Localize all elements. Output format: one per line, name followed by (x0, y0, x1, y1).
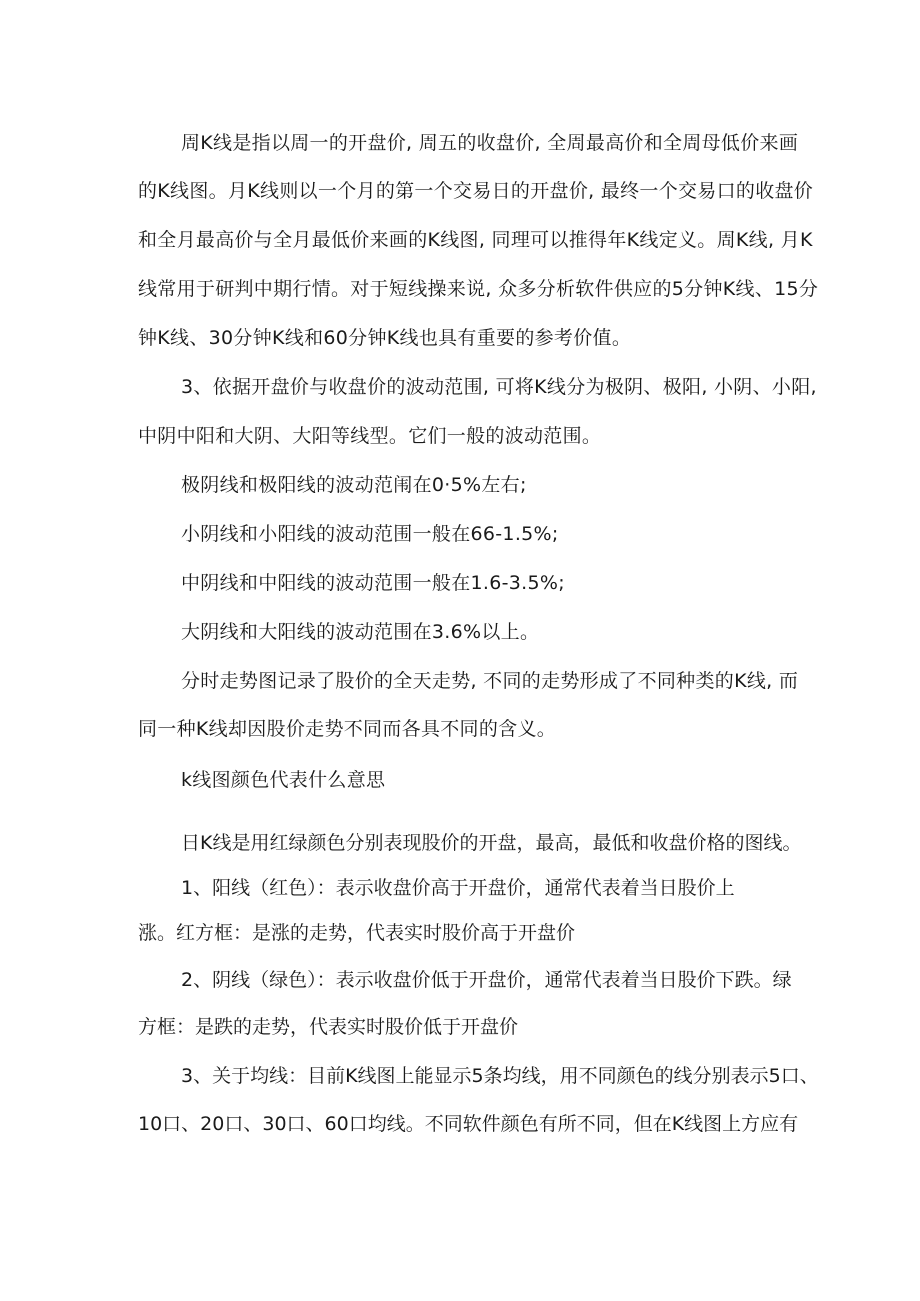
list-item: 小阴线和小阳线的波动范围一般在66-1.5%; (181, 523, 559, 545)
text-line: 分时走势图记录了股价的全天走势, 不同的走势形成了不同种类的K线, 而 (181, 670, 799, 692)
text-line: 钟K线、30分钟K线和60分钟K线也具有重要的参考价值。 (138, 327, 632, 349)
text-line: 1、阳线（红色）：表示收盘价高于开盘价，通常代表着当日股价上 (181, 877, 735, 899)
text-line: 涨。红方框：是涨的走势，代表实时股价高于开盘价 (138, 922, 576, 944)
text-line: 3、依据开盘价与收盘价的波动范围, 可将K线分为极阴、极阳, 小阴、小阳, (181, 376, 817, 398)
list-item: 中阴线和中阳线的波动范围一般在1.6-3.5%; (181, 572, 565, 594)
section-heading: k线图颜色代表什么意思 (181, 769, 386, 791)
text-line: 3、关于均线：目前K线图上能显示5条均线，用不同颜色的线分别表示5口、 (181, 1065, 819, 1087)
text-line: 10口、20口、30口、60口均线。不同软件颜色有所不同，但在K线图上方应有 (138, 1113, 799, 1135)
list-item: 极阴线和极阳线的波动范闱在0·5%左右; (181, 474, 527, 496)
text-line: 中阴中阳和大阴、大阳等线型。它们一般的波动范围。 (138, 425, 602, 447)
text-line: 2、阴线（绿色）：表示收盘价低于开盘价，通常代表着当日股价下跌。绿 (181, 969, 792, 991)
text-line: 日K线是用红绿颜色分别表现股价的开盘，最高，最低和收盘价格的图线。 (181, 832, 802, 854)
text-line: 线常用于研判中期行情。对于短线操来说, 众多分析软件供应的5分钟K线、15分 (138, 278, 819, 300)
text-line: 的K线图。月K线则以一个月的第一个交易日的开盘价, 最终一个交易口的收盘价 (138, 180, 814, 202)
list-item: 大阴线和大阳线的波动范围在3.6%以上。 (181, 621, 540, 643)
text-line: 同一种K线却因股价走势不同而各具不同的含义。 (138, 718, 557, 740)
text-line: 周K线是指以周一的开盘价, 周五的收盘价, 全周最高价和全周母低价来画 (181, 132, 799, 154)
text-line: 和全月最高价与全月最低价来画的K线图, 同理可以推得年K线定义。周K线, 月K (138, 229, 813, 251)
text-line: 方框：是跌的走势，代表实时股价低于开盘价 (138, 1016, 519, 1038)
